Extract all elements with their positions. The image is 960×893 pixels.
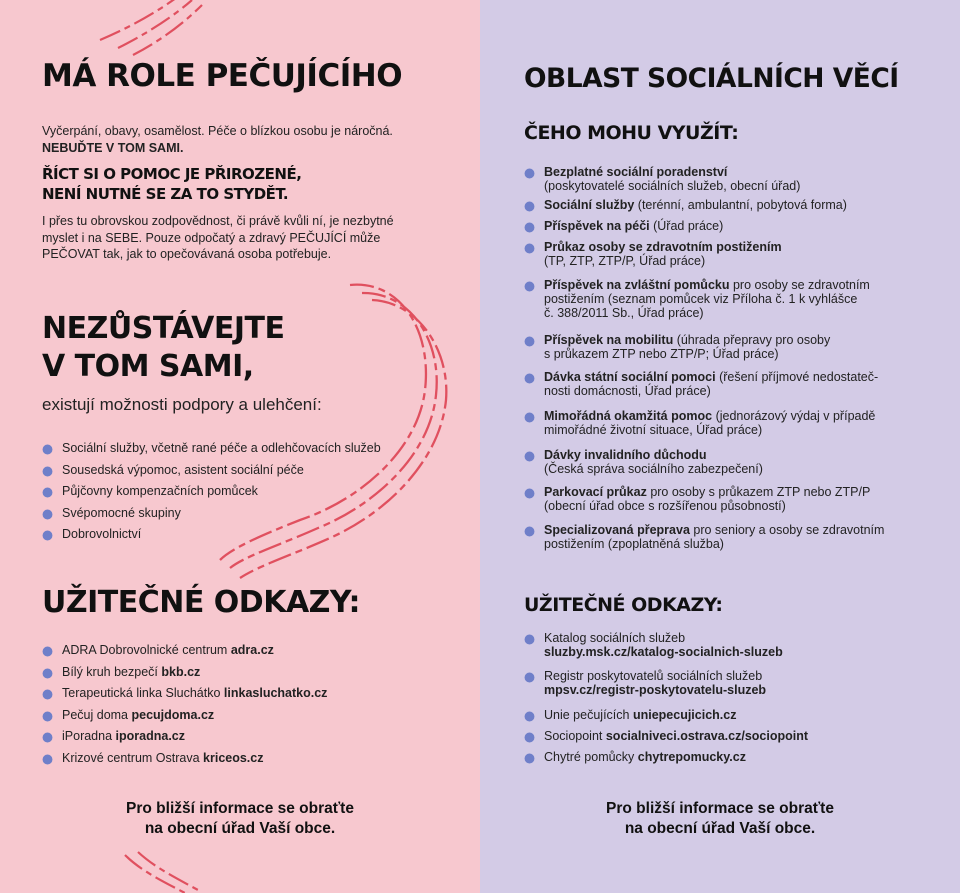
service-name: Bezplatné sociální poradenství <box>544 165 728 179</box>
list-item <box>42 484 462 506</box>
service-detail: pro seniory a osoby se zdravotním <box>689 523 885 537</box>
service-detail-line: postižením (zpoplatněná služba) <box>544 537 724 551</box>
service-detail-line: č. 388/2011 Sb., Úřad práce) <box>544 306 704 320</box>
dot-bullet-icon <box>524 711 535 722</box>
intro-text: Vyčerpání, obavy, osamělost. Péče o blízkou osobu je náročná. <box>42 124 393 138</box>
service-detail: pro osoby s průkazem ZTP nebo ZTP/P <box>646 485 871 499</box>
dot-bullet-icon <box>42 732 53 743</box>
left-subhead <box>42 164 301 204</box>
link-item[interactable] <box>42 643 462 665</box>
link-item[interactable] <box>524 729 944 750</box>
dot-bullet-icon <box>42 646 53 657</box>
service-name: Příspěvek na mobilitu <box>544 333 674 347</box>
service-detail: (úhrada přepravy pro osoby <box>673 333 831 347</box>
service-name: Dávka státní sociální pomoci <box>544 370 716 384</box>
link-label: Registr poskytovatelů sociálních služeb <box>544 669 763 683</box>
right-contact-note <box>480 799 960 839</box>
dot-bullet-icon <box>42 530 53 541</box>
services-list <box>524 165 944 559</box>
dot-bullet-icon <box>524 373 535 384</box>
dot-bullet-icon <box>524 753 535 764</box>
link-url[interactable]: uniepecujicich.cz <box>632 708 737 722</box>
list-item <box>524 409 944 448</box>
list-item <box>524 370 944 409</box>
link-item[interactable] <box>42 686 462 708</box>
service-name: Mimořádná okamžitá pomoc <box>544 409 713 423</box>
link-url[interactable]: sluzby.msk.cz/katalog-socialnich-sluzeb <box>544 645 783 659</box>
right-subtitle: ČEHO MOHU VYUŽÍT: <box>524 122 739 144</box>
left-contact-note <box>0 799 480 839</box>
dot-bullet-icon <box>42 711 53 722</box>
link-label: Katalog sociálních služeb <box>544 631 686 645</box>
dot-bullet-icon <box>524 222 535 233</box>
dot-bullet-icon <box>524 336 535 347</box>
dot-bullet-icon <box>524 732 535 743</box>
dot-bullet-icon <box>524 243 535 254</box>
service-detail-line: s průkazem ZTP nebo ZTP/P; Úřad práce) <box>544 347 779 361</box>
link-label: Bílý kruh bezpečí <box>62 664 158 679</box>
dot-bullet-icon <box>524 634 535 645</box>
dot-bullet-icon <box>42 466 53 477</box>
service-detail-line: (obecní úřad obce s rozšířenou působností) <box>544 499 786 513</box>
service-detail: (Úřad práce) <box>649 219 724 233</box>
link-label: Krizové centrum Ostrava <box>62 750 200 765</box>
left-links-list <box>42 643 462 773</box>
dot-bullet-icon <box>524 201 535 212</box>
service-detail-line: (poskytovatelé sociálních služeb, obecní úřad) <box>544 179 801 193</box>
big-heading-subtitle: existují možnosti podpory a ulehčení: <box>42 395 322 414</box>
link-url[interactable]: chytrepomucky.cz <box>637 750 746 764</box>
list-item <box>42 463 462 485</box>
link-item[interactable] <box>524 750 944 771</box>
service-name: Specializovaná přeprava <box>544 523 690 537</box>
dot-bullet-icon <box>524 281 535 292</box>
service-detail-line: (Česká správa sociálního zabezpečení) <box>544 462 763 476</box>
right-links-title: UŽITEČNÉ ODKAZY: <box>524 594 723 616</box>
list-item <box>42 527 462 549</box>
service-detail: pro osoby se zdravotním <box>729 278 870 292</box>
left-paragraph <box>42 213 462 263</box>
link-item[interactable] <box>42 665 462 687</box>
left-big-heading <box>42 310 284 386</box>
list-item <box>42 441 462 463</box>
dot-bullet-icon <box>42 754 53 765</box>
dot-bullet-icon <box>42 689 53 700</box>
dot-bullet-icon <box>42 509 53 520</box>
link-label: iPoradna <box>62 729 113 744</box>
link-url[interactable]: bkb.cz <box>161 664 201 679</box>
left-intro <box>42 123 462 156</box>
link-url[interactable]: mpsv.cz/registr-poskytovatelu-sluzeb <box>544 683 767 697</box>
link-item[interactable] <box>524 708 944 729</box>
service-detail-line: postižením (seznam pomůcek viz Příloha č. 1 k vyhlášce <box>544 292 858 306</box>
list-item <box>524 448 944 485</box>
service-detail-line: nosti domácnosti, Úřad práce) <box>544 384 711 398</box>
link-url[interactable]: kriceos.cz <box>203 750 264 765</box>
link-item[interactable] <box>524 631 944 669</box>
link-url[interactable]: iporadna.cz <box>115 729 185 744</box>
service-detail: (jednorázový výdaj v případě <box>712 409 876 423</box>
note-line-2: na obecní úřad Vaší obce. <box>144 820 336 837</box>
subhead-line-2: NENÍ NUTNÉ SE ZA TO STYDĚT. <box>42 185 289 203</box>
support-item-text: Půjčovny kompenzačních pomůcek <box>62 484 258 499</box>
link-url[interactable]: pecujdoma.cz <box>131 707 215 722</box>
list-item <box>524 278 944 333</box>
link-label: Unie pečujících <box>544 708 630 722</box>
service-detail: (terénní, ambulantní, pobytová forma) <box>634 198 847 212</box>
link-label: Sociopoint <box>544 729 603 743</box>
big-heading-line-2: V TOM SAMI, <box>42 349 254 384</box>
link-url[interactable]: linkasluchatko.cz <box>223 686 328 701</box>
support-item-text: Svépomocné skupiny <box>62 505 181 520</box>
service-name: Sociální služby <box>544 198 635 212</box>
dot-bullet-icon <box>524 488 535 499</box>
left-title: MÁ ROLE PEČUJÍCÍHO <box>42 58 403 94</box>
list-item <box>524 198 944 219</box>
dot-bullet-icon <box>524 451 535 462</box>
right-links-list <box>524 631 944 771</box>
link-label: Chytré pomůcky <box>544 750 635 764</box>
link-label: Terapeutická linka Sluchátko <box>62 686 221 701</box>
list-item <box>524 333 944 370</box>
link-label: Pečuj doma <box>62 707 129 722</box>
support-item-text: Dobrovolnictví <box>62 527 142 542</box>
dot-bullet-icon <box>524 526 535 537</box>
service-name: Příspěvek na zvláštní pomůcku <box>544 278 730 292</box>
service-detail-line: mimořádné životní situace, Úřad práce) <box>544 423 763 437</box>
list-item <box>524 219 944 240</box>
service-name: Průkaz osoby se zdravotním postižením <box>544 240 782 254</box>
paragraph-line-1: I přes tu obrovskou zodpovědnost, či právě kvůli ní, je nezbytné <box>42 214 394 228</box>
paragraph-line-3: PEČOVAT tak, jak to opečovávaná osoba potřebuje. <box>42 247 332 261</box>
support-list <box>42 441 462 549</box>
left-links-title: UŽITEČNÉ ODKAZY: <box>42 585 361 620</box>
support-item-text: Sociální služby, včetně rané péče a odlehčovacích služeb <box>62 441 381 455</box>
service-name: Parkovací průkaz <box>544 485 647 499</box>
link-item[interactable] <box>42 751 462 773</box>
service-detail-line: (TP, ZTP, ZTP/P, Úřad práce) <box>544 254 706 268</box>
list-item <box>524 240 944 278</box>
subhead-line-1: ŘÍCT SI O POMOC JE PŘIROZENÉ, <box>42 165 302 183</box>
paragraph-line-2: myslet i na SEBE. Pouze odpočatý a zdravý PEČUJÍCÍ může <box>42 230 381 245</box>
dot-bullet-icon <box>42 668 53 679</box>
link-url[interactable]: adra.cz <box>230 643 274 657</box>
service-name: Příspěvek na péči <box>544 219 650 233</box>
intro-bold-text: NEBUĎTE V TOM SAMI. <box>42 140 184 155</box>
right-title: OBLAST SOCIÁLNÍCH VĚCÍ <box>524 63 899 94</box>
big-heading-line-1: NEZŮSTÁVEJTE <box>42 311 285 346</box>
note-line-2: na obecní úřad Vaší obce. <box>624 820 816 837</box>
dot-bullet-icon <box>42 444 53 455</box>
link-item[interactable] <box>42 708 462 730</box>
service-detail: (řešení příjmové nedostateč- <box>715 370 879 384</box>
dot-bullet-icon <box>524 412 535 423</box>
dot-bullet-icon <box>42 487 53 498</box>
link-label: ADRA Dobrovolnické centrum <box>62 643 228 657</box>
note-line-1: Pro bližší informace se obraťte <box>606 800 834 817</box>
service-name: Dávky invalidního důchodu <box>544 448 707 462</box>
link-item[interactable] <box>524 669 944 708</box>
list-item <box>524 523 944 559</box>
list-item <box>42 506 462 528</box>
link-item[interactable] <box>42 729 462 751</box>
dot-bullet-icon <box>524 168 535 179</box>
support-item-text: Sousedská výpomoc, asistent sociální péče <box>62 462 304 477</box>
list-item <box>524 165 944 198</box>
note-line-1: Pro bližší informace se obraťte <box>126 800 354 817</box>
list-item <box>524 485 944 523</box>
link-url[interactable]: socialniveci.ostrava.cz/sociopoint <box>605 729 809 743</box>
dot-bullet-icon <box>524 672 535 683</box>
